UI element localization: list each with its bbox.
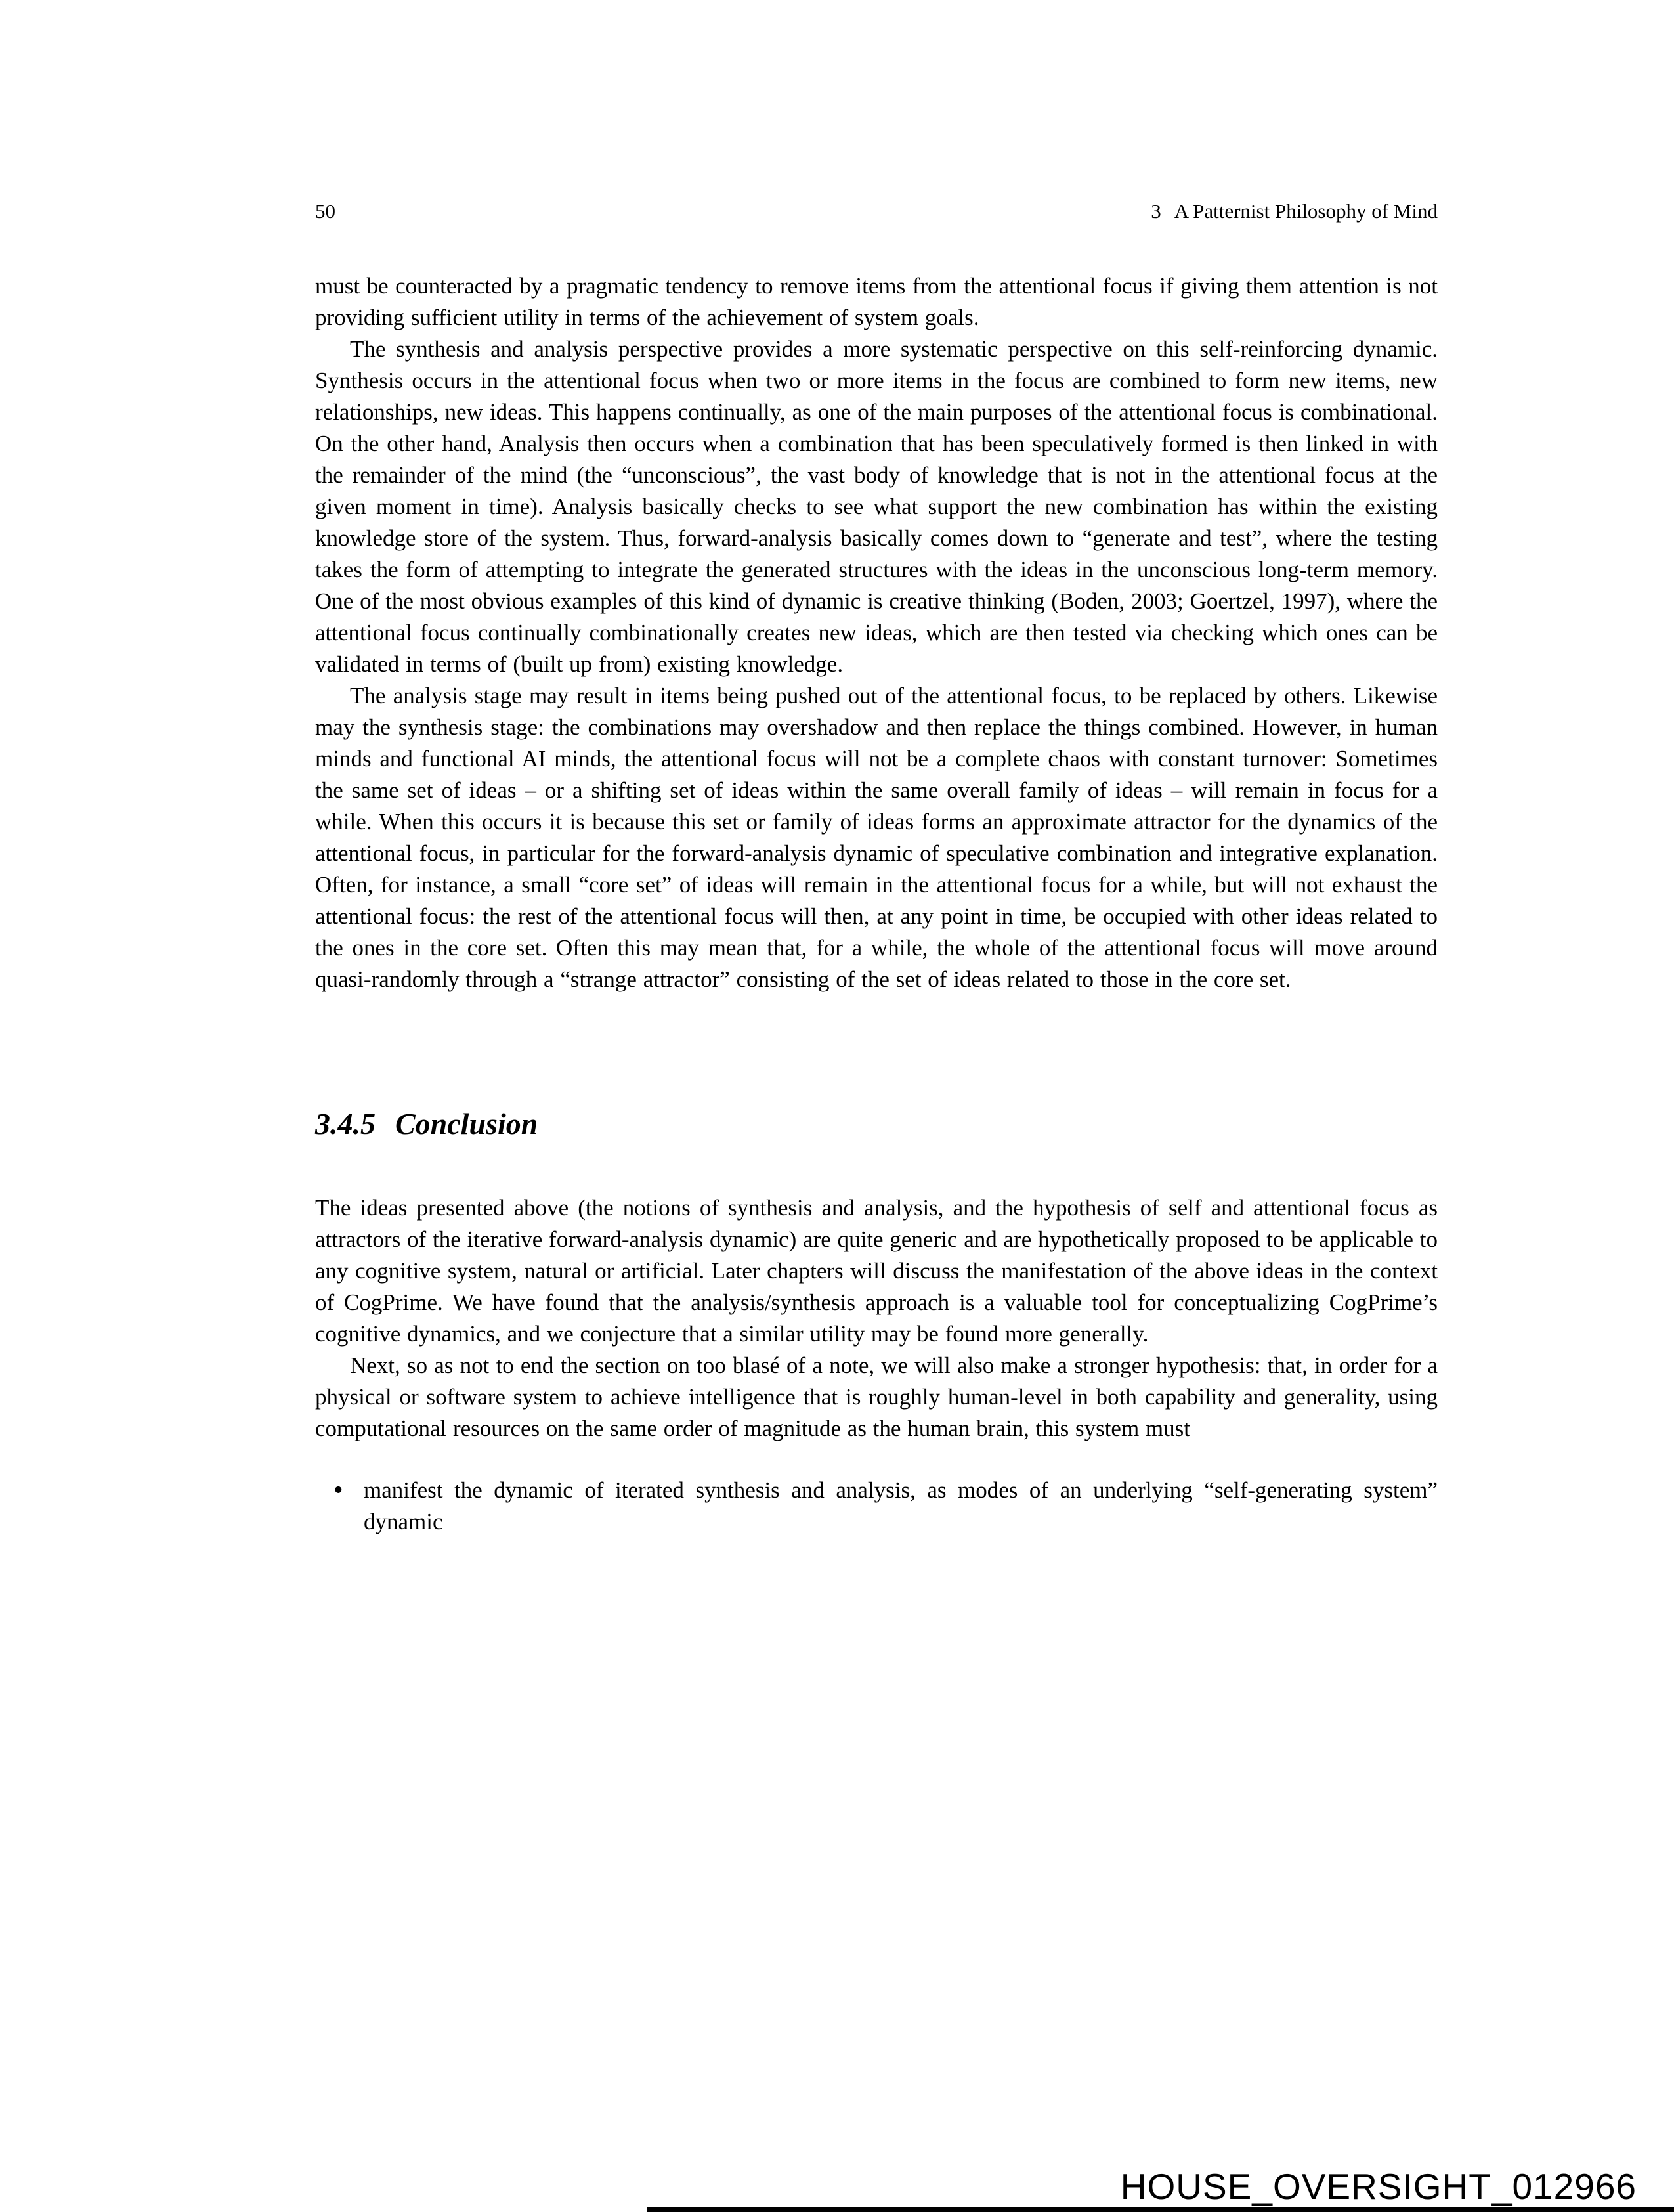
bullet-icon: • <box>333 1475 343 1506</box>
section-heading <box>315 1106 1438 1142</box>
body-text-column <box>315 271 1438 1538</box>
section-title: Conclusion <box>395 1107 538 1140</box>
paragraph-synthesis-analysis: The synthesis and analysis perspective provides a more systematic perspective on this self-reinforcing dynamic. Synthesis occurs in the attentional focus when two or more items in the focus are combined to form new items, new relationships, new ideas. This happens continually, as one of the main purposes of the attentional focus is combinational. On the other hand, Analysis then occurs when a combination that has been speculatively formed is then linked in with the remainder of the mind (the “unconscious”, the vast body of knowledge that is not in the attentional focus at the given moment in time). Analysis basically checks to see what support the new combination has within the existing knowledge store of the system. Thus, forward-analysis basically comes down to “generate and test”, where the testing takes the form of attempting to integrate the generated structures with the ideas in the unconscious long-term memory. One of the most obvious examples of this kind of dynamic is creative thinking (Boden, 2003; Goertzel, 1997), where the attentional focus continually combinationally creates new ideas, which are then tested via checking which ones can be validated in terms of (built up from) existing knowledge. <box>315 336 1438 677</box>
list-item <box>315 1475 1438 1538</box>
list-item-text: manifest the dynamic of iterated synthesis and analysis, as modes of an underlying “self-generating system” dynamic <box>364 1477 1438 1534</box>
page-number: 50 <box>315 200 335 223</box>
chapter-number: 3 <box>1151 200 1161 223</box>
chapter-title: A Patternist Philosophy of Mind <box>1174 200 1438 223</box>
paragraph-conclusion-ideas: The ideas presented above (the notions of synthesis and analysis, and the hypothesis of self and attentional focus as attractors of the iterative forward-analysis dynamic) are quite generic and are hypothetically proposed to be applicable to any cognitive system, natural or artificial. Later chapters will discuss the manifestation of the above ideas in the context of CogPrime. We have found that the analysis/synthesis approach is a valuable tool for conceptualizing CogPrime’s cognitive dynamics, and we conjecture that a similar utility may be found more generally. <box>315 1195 1438 1347</box>
paragraph-continuation: must be counteracted by a pragmatic tendency to remove items from the attentional focus if giving them attention is not providing sufficient utility in terms of the achievement of system goals. <box>315 273 1438 330</box>
paragraph-analysis-stage: The analysis stage may result in items being pushed out of the attentional focus, to be replaced by others. Likewise may the synthesis stage: the combinations may overshadow and then replace the things combined. However, in human minds and functional AI minds, the attentional focus will not be a complete chaos with constant turnover: Sometimes the same set of ideas – or a shifting set of ideas within the same overall family of ideas – will remain in focus for a while. When this occurs it is because this set or family of ideas forms an approximate attractor for the dynamics of the attentional focus, in particular for the forward-analysis dynamic of speculative combination and integrative explanation. Often, for instance, a small “core set” of ideas will remain in the attentional focus for a while, but will not exhaust the attentional focus: the rest of the attentional focus will then, at any point in time, be occupied with other ideas related to the ones in the core set. Often this may mean that, for a while, the whole of the attentional focus will move around quasi-randomly through a “strange attractor” consisting of the set of ideas related to those in the core set. <box>315 683 1438 992</box>
chapter-running-title <box>1151 200 1438 223</box>
running-header <box>315 200 1438 223</box>
watermark-text: HOUSE_OVERSIGHT_012966 <box>1120 2166 1637 2207</box>
bullet-list <box>315 1475 1438 1538</box>
paragraph-stronger-hypothesis: Next, so as not to end the section on too blasé of a note, we will also make a stronger hypothesis: that, in order for a physical or software system to achieve intelligence that is roughly human-level in both capability and generality, using computational resources on the same order of magnitude as the human brain, this system must <box>315 1353 1438 1441</box>
section-number: 3.4.5 <box>315 1107 376 1140</box>
page-edge-artifact <box>647 2207 1674 2212</box>
